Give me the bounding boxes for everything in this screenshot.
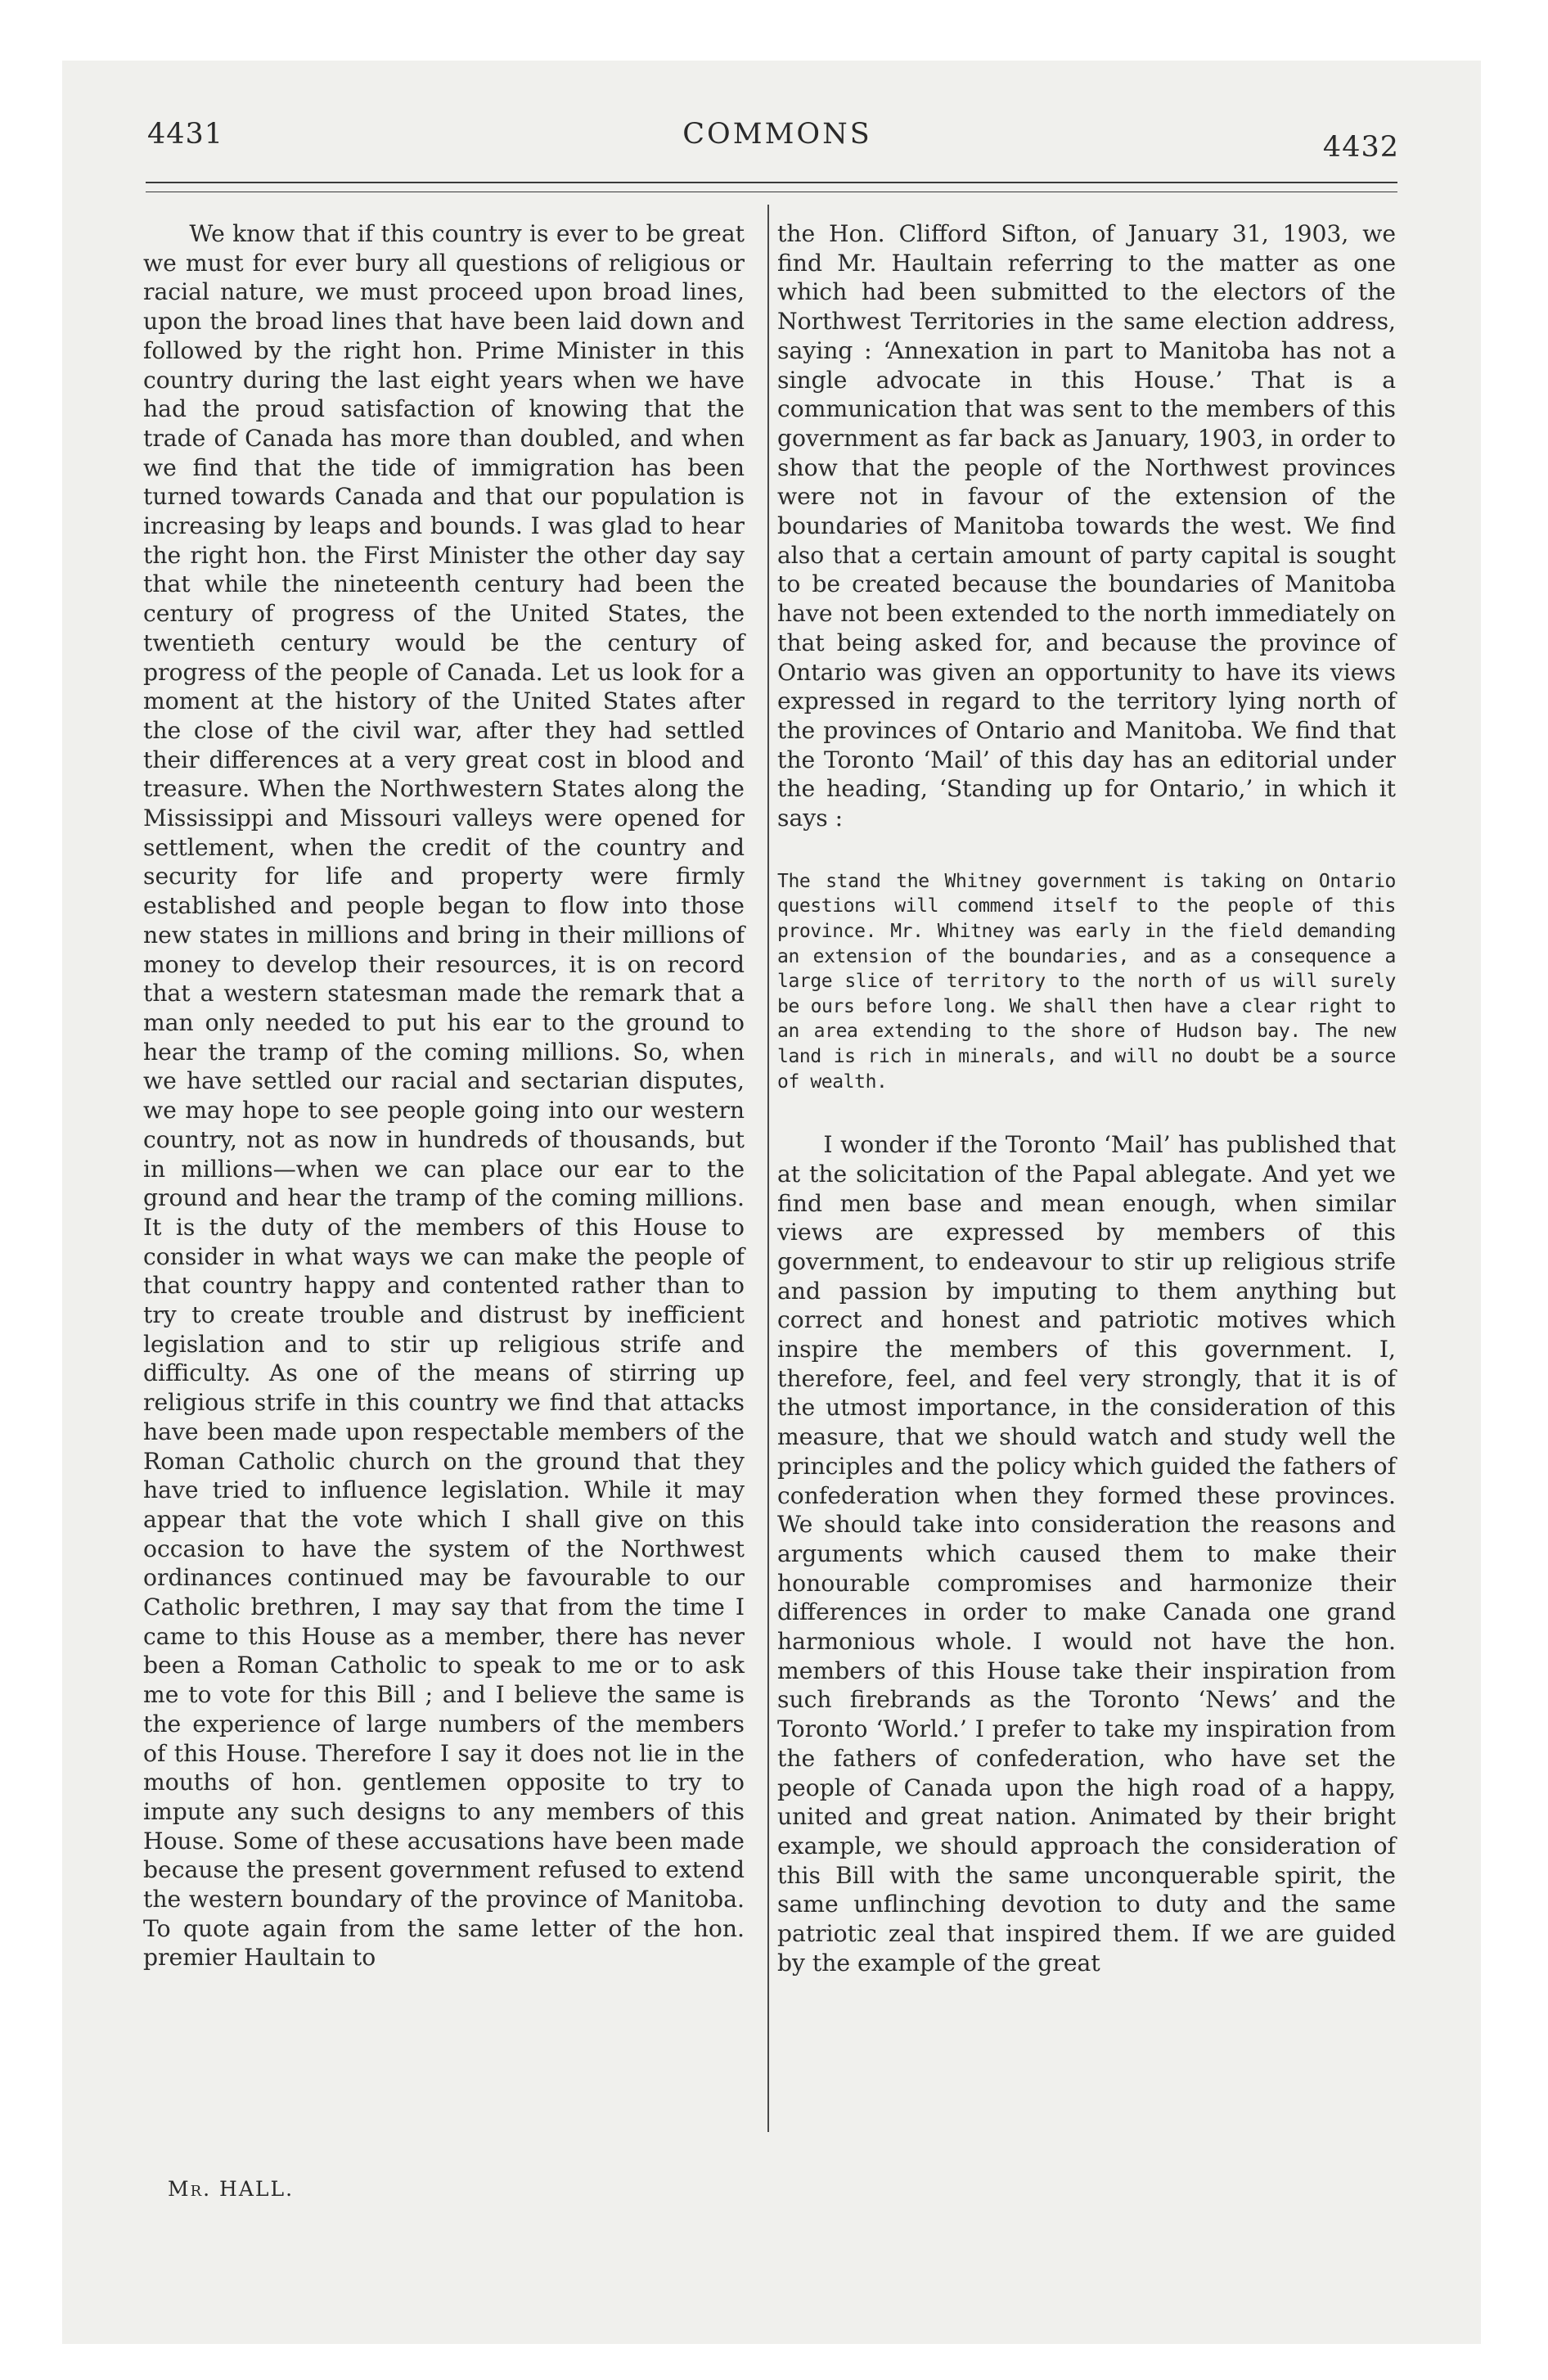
left-column	[143, 219, 745, 1972]
header-rule-top	[146, 182, 1397, 183]
right-paragraph-continued: the Hon. Clifford Sifton, of January 31, 1903, we find Mr. Haultain referring to the matter as one which had been submitted to the electors of the Northwest Territories in the same election address, saying : ‘Annexation in part to Manitoba has not a single advocate in this House.’ That is a communication that was sent to the members of this government as far back as January, 1903, in order to show that the people of the Northwest provinces were not in favour of the extension of the boundaries of Manitoba towards the west. We find also that a certain amount of party capital is sought to be created because the boundaries of Manitoba have not been extended to the north immediately on that being asked for, and because the province of Ontario was given an opportunity to have its views expressed in regard to the territory lying north of the provinces of Ontario and Manitoba. We find that the Toronto ‘Mail’ of this day has an editorial under the heading, ‘Standing up for Ontario,’ in which it says :	[777, 220, 1396, 832]
running-title: COMMONS	[682, 118, 872, 151]
page-number-right: 4432	[1322, 131, 1399, 164]
right-paragraph-second: I wonder if the Toronto ‘Mail’ has published that at the solicitation of the Papal ablegate. And yet we find men base and mean enough, when similar views are expressed by members of this government, to endeavour to stir up religious strife and passion by imputing to them anything but correct and honest and patriotic motives which inspire the members of this government. I, therefore, feel, and feel very strongly, that it is of the utmost importance, in the consideration of this measure, that we should watch and study well the principles and the policy which guided the fathers of confederation when they formed these provinces. We should take into consideration the reasons and arguments which caused them to make their honourable compromises and harmonize their differences in order to make Canada one grand harmonious whole. I would not have the hon. members of this House take their inspiration from such firebrands as the Toronto ‘News’ and the Toronto ‘World.’ I prefer to take my inspiration from the fathers of confederation, who have set the people of Canada upon the high road of a happy, united and great nation. Animated by their bright example, we should approach the consideration of this Bill with the same unconquerable spirit, the same unflinching devotion to duty and the same patriotic zeal that inspired them. If we are guided by the example of the great	[777, 1131, 1396, 1977]
left-paragraph: We know that if this country is ever to be great we must for ever bury all questions of religious or racial nature, we must proceed upon broad lines, upon the broad lines that have been laid down and followed by the right hon. Prime Minister in this country during the last eight years when we have had the proud satisfaction of knowing that the trade of Canada has more than doubled, and when we find that the tide of immigration has been turned towards Canada and that our population is increasing by leaps and bounds. I was glad to hear the right hon. the First Minister the other day say that while the nineteenth century had been the century of progress of the United States, the twentieth century would be the century of progress of the people of Canada. Let us look for a moment at the history of the United States after the close of the civil war, after they had settled their differences at a very great cost in blood and treasure. When the Northwestern States along the Mississippi and Missouri valleys were opened for settlement, when the credit of the country and security for life and property were firmly established and people began to flow into those new states in millions and bring in their millions of money to develop their resources, it is on record that a western statesman made the remark that a man only needed to put his ear to the ground to hear the tramp of the coming millions. So, when we have settled our racial and sectarian disputes, we may hope to see people going into our western country, not as now in hundreds of thousands, but in millions—when we can place our ear to the ground and hear the tramp of the coming millions. It is the duty of the members of this House to consider in what ways we can make the people of that country happy and contented rather than to try to create trouble and distrust by inefficient legislation and to stir up religious strife and difficulty. As one of the means of stirring up religious strife in this country we find that attacks have been made upon respectable members of the Roman Catholic church on the ground that they have tried to influence legislation. While it may appear that the vote which I shall give on this occasion to have the system of the Northwest ordinances continued may be favourable to our Catholic brethren, I may say that from the time I came to this House as a member, there has never been a Roman Catholic to speak to me or to ask me to vote for this Bill ; and I believe the same is the experience of large numbers of the members of this House. Therefore I say it does not lie in the mouths of hon. gentlemen opposite to try to impute any such designs to any members of this House. Some of these accusations have been made because the present government refused to extend the western boundary of the province of Manitoba. To quote again from the same letter of the hon. premier Haultain to	[143, 220, 745, 1972]
right-column	[777, 219, 1396, 1978]
newspaper-quotation: The stand the Whitney government is taking on Ontario questions will commend itself to the people of this province. Mr. Whitney was early in the field demanding an extension of the boundaries, and as a consequence a large slice of territory to the north of us will surely be ours before long. We shall then have a clear right to an area extending to the shore of Hudson bay. The new land is rich in minerals, and will no doubt be a source of wealth.	[777, 870, 1396, 1093]
page-number-left: 4431	[147, 118, 224, 151]
column-divider	[767, 205, 769, 2132]
page-header	[139, 113, 1415, 162]
speaker-footer: Mr. HALL.	[168, 2177, 295, 2201]
